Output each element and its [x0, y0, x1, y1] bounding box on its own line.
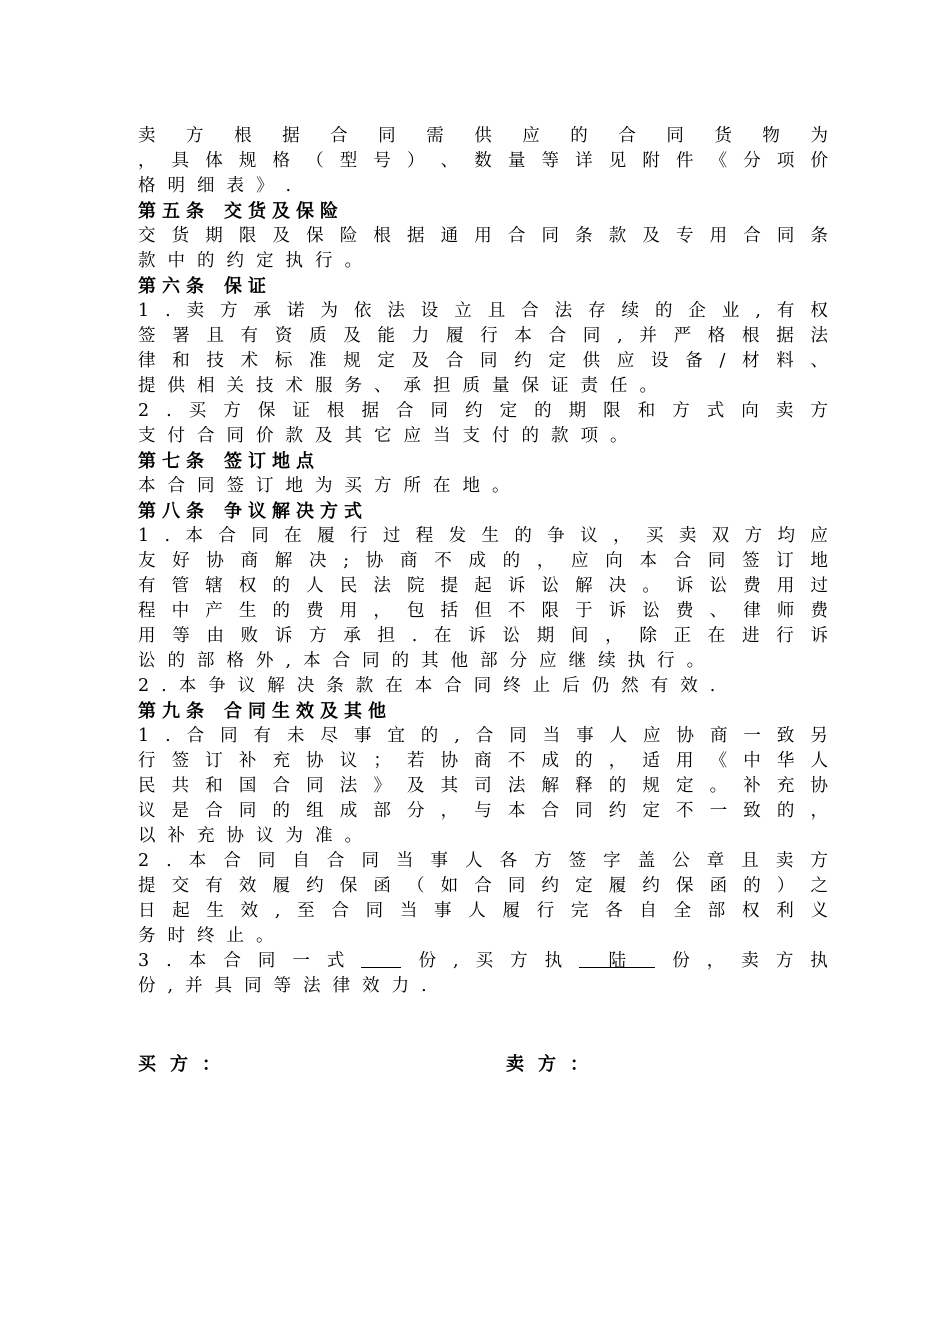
text-line: 提 交 有 效 履 约 保 函 （ 如 合 同 约 定 履 约 保 函 的 ） 之 [138, 876, 828, 896]
buyer-copies-blank: 陆 [579, 949, 655, 968]
seller-signature-label: 卖方： [506, 1054, 602, 1075]
text-line: 务 时 终 止 。 [138, 926, 274, 946]
text-line: 日 起 生 效 , 至 合 同 当 事 人 履 行 完 各 自 全 部 权 利 义 [138, 901, 828, 921]
copies-total-blank [361, 949, 401, 968]
section-heading: 第七条 签订地点 [138, 451, 320, 472]
text-line: 议 是 合 同 的 组 成 部 分 ， 与 本 合 同 约 定 不 一 致 的 ， [138, 801, 828, 821]
text-line: 格 明 细 表 》 . [138, 176, 292, 196]
text-line: 款 中 的 约 定 执 行 。 [138, 251, 362, 271]
clause-3-line-2: 份 , 并 具 同 等 法 律 效 力 . [138, 976, 427, 996]
text-line: 1 . 合 同 有 未 尽 事 宜 的 , 合 同 当 事 人 应 协 商 一 致 另 [138, 726, 828, 746]
text-line: 本 合 同 签 订 地 为 买 方 所 在 地 。 [138, 476, 510, 496]
text-line: 签 署 且 有 资 质 及 能 力 履 行 本 合 同 , 并 严 格 根 据 法 [138, 326, 828, 346]
text-line: 以 补 充 协 议 为 准 。 [138, 826, 362, 846]
contract-page [138, 124, 828, 999]
text-line: 友 好 协 商 解 决 ; 协 商 不 成 的 ， 应 向 本 合 同 签 订 地 [138, 551, 828, 571]
section-heading: 第八条 争议解决方式 [138, 501, 368, 522]
text-line: 卖 方 根 据 合 同 需 供 应 的 合 同 货 物 为 [138, 126, 828, 146]
text-line: 1 . 卖 方 承 诺 为 依 法 设 立 且 合 法 存 续 的 企 业 , 有 权 [138, 301, 828, 321]
text-line: 1 . 本 合 同 在 履 行 过 程 发 生 的 争 议 ， 买 卖 双 方 均 应 [138, 526, 828, 546]
text-line: 交 货 期 限 及 保 险 根 据 通 用 合 同 条 款 及 专 用 合 同 条 [138, 226, 828, 246]
text-line: ， 具 体 规 格 （ 型 号 ） 、 数 量 等 详 见 附 件 《 分 项 价 [138, 151, 828, 171]
text-line: 提 供 相 关 技 术 服 务 、 承 担 质 量 保 证 责 任 。 [138, 376, 657, 396]
text-line: 用 等 由 败 诉 方 承 担 . 在 诉 讼 期 间 ， 除 正 在 进 行 诉 [138, 626, 828, 646]
text-line: 律 和 技 术 标 准 规 定 及 合 同 约 定 供 应 设 备 / 材 料 、 [138, 351, 828, 371]
contract-body [138, 124, 828, 949]
buyer-signature-label: 买方： [138, 1054, 234, 1075]
text-line: 程 中 产 生 的 费 用 ， 包 括 但 不 限 于 诉 讼 费 、 律 师 费 [138, 601, 828, 621]
section-heading: 第五条 交货及保险 [138, 201, 344, 222]
text-line: 讼 的 部 格 外 , 本 合 同 的 其 他 部 分 应 继 续 执 行 。 [138, 651, 705, 671]
text-line: 2 . 买 方 保 证 根 据 合 同 约 定 的 期 限 和 方 式 向 卖 方 [138, 401, 828, 421]
text-line: 2 . 本 合 同 自 合 同 当 事 人 各 方 签 字 盖 公 章 且 卖 方 [138, 851, 828, 871]
text-line: 支 付 合 同 价 款 及 其 它 应 当 支 付 的 款 项 。 [138, 426, 628, 446]
text-line: 民 共 和 国 合 同 法 》 及 其 司 法 解 释 的 规 定 。 补 充 协 [138, 776, 828, 796]
text-line: 行 签 订 补 充 协 议 ； 若 协 商 不 成 的 ， 适 用 《 中 华 人 [138, 751, 828, 771]
text-line: 有 管 辖 权 的 人 民 法 院 提 起 诉 讼 解 决 。 诉 讼 费 用 过 [138, 576, 828, 596]
clause-3-line-1: 3 . 本 合 同 一 式 份 , 买 方 执 陆 份 ， 卖 方 执 [138, 951, 828, 971]
section-heading: 第六条 保证 [138, 276, 272, 297]
section-heading: 第九条 合同生效及其他 [138, 701, 392, 722]
text-line: 2 . 本 争 议 解 决 条 款 在 本 合 同 终 止 后 仍 然 有 效 . [138, 676, 716, 696]
